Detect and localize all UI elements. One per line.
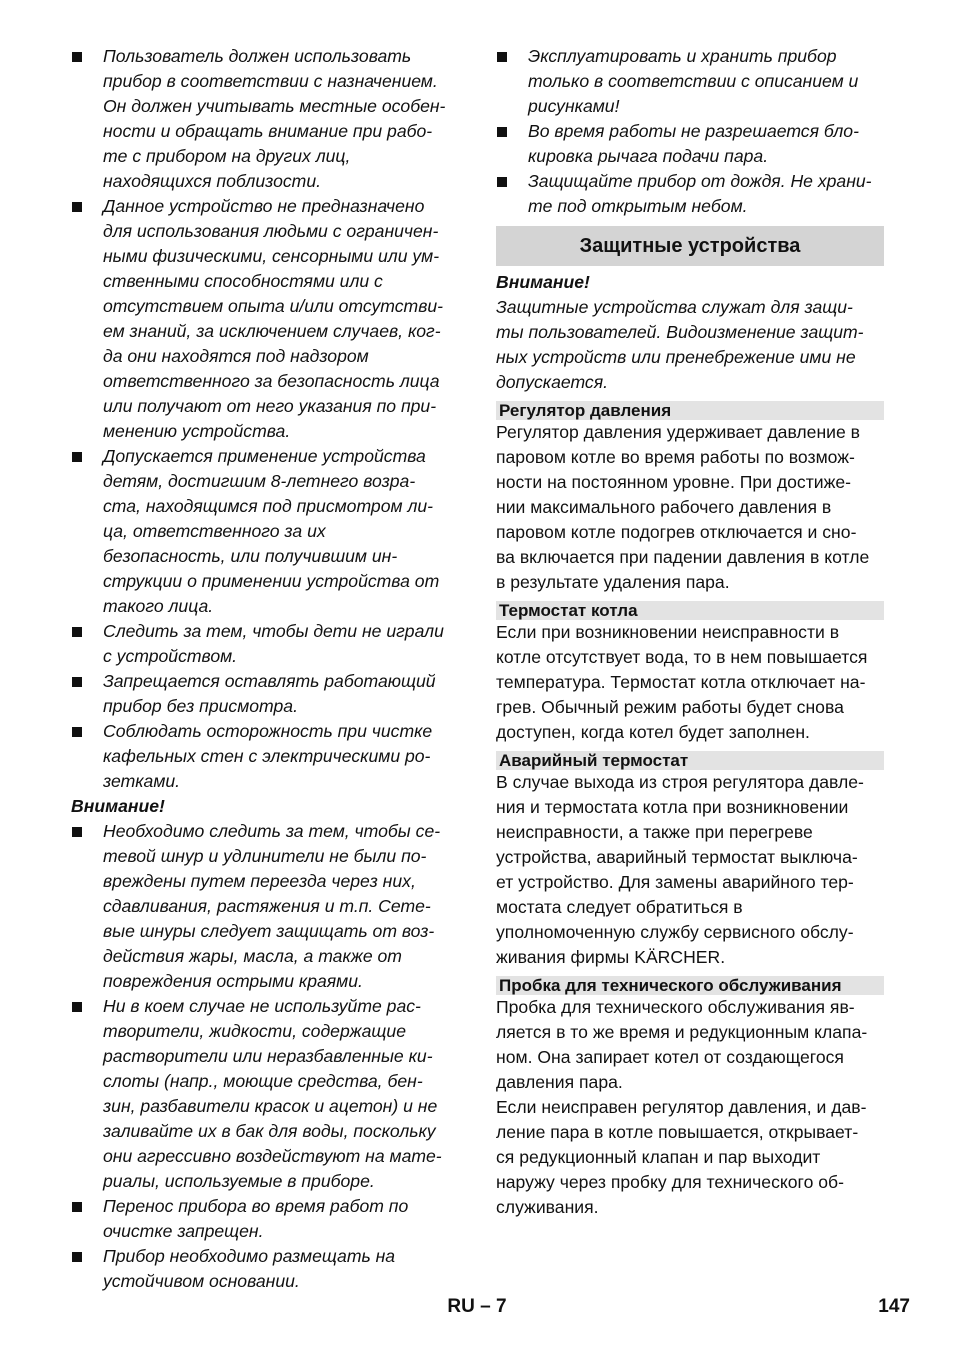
footer-page-number: 147 [878,1296,910,1317]
subsection-body [496,995,884,1220]
subsection-title: Аварийный термостат [496,751,884,770]
bullet-item [496,169,884,219]
text-line: безопасность, или получившим ин- [103,546,398,566]
text-line: устойчивом основании. [103,1271,300,1291]
text-line: в результате удаления пара. [496,572,730,592]
text-line: тевой шнур и удлинители не были по- [103,846,427,866]
bullet-item [71,819,463,994]
text-line: заливайте их в бак для воды, поскольку [103,1121,436,1141]
text-line: грев. Обычный режим работы будет снова [496,697,844,717]
bullet-item [496,44,884,119]
text-line: Если неисправен регулятор давления, и дав- [496,1097,867,1117]
subsections [496,401,884,1220]
text-line: паровом котле подогрев отключается и сно- [496,522,857,542]
attention-heading-right: Внимание! [496,272,590,292]
bullet-list-1 [71,44,463,794]
text-line: допускается. [496,372,609,392]
text-line: кировка рычага подачи пара. [528,146,769,166]
text-line: паровом котле во время работы по возмож- [496,447,855,467]
text-line: доступен, когда котел будет заполнен. [496,722,810,742]
text-line: ности на постоянном уровне. При достиже- [496,472,852,492]
text-line: Если при возникновении неисправности в [496,622,840,642]
text-line: служивания. [496,1197,599,1217]
text-line: температура. Термостат котла отключает на- [496,672,866,692]
text-line: струкции о применении устройства от [103,571,440,591]
text-line: растворители или неразбавленные ки- [103,1046,433,1066]
text-line: ва включается при падении давления в котле [496,547,870,567]
text-line: Соблюдать осторожность при чистке [103,721,433,741]
bullet-item [496,119,884,169]
text-line: менению устройства. [103,421,291,441]
text-line: ет устройство. Для замены аварийного тер- [496,872,854,892]
text-line: с устройством. [103,646,238,666]
text-line: Эксплуатировать и хранить прибор [528,46,837,66]
text-line: риалы, используемые в приборе. [103,1171,375,1191]
text-line: зин, разбавители красок и ацетон) и не [103,1096,438,1116]
text-line: такого лица. [103,596,214,616]
bullet-item [71,44,463,194]
subsection-title: Термостат котла [496,601,884,620]
text-line: повреждения острыми краями. [103,971,363,991]
bullet-item [71,1244,463,1294]
attention-text [496,295,884,395]
text-line: Пользователь должен использовать [103,46,412,66]
text-line: Во время работы не разрешается бло- [528,121,859,141]
section-title: Защитные устройства [496,226,884,266]
text-line: Пробка для технического обслуживания яв- [496,997,855,1017]
text-line: ности и обращать внимание при рабо- [103,121,433,141]
text-line: рисунками! [528,96,620,116]
text-line: котле отсутствует вода, то в нем повышается [496,647,868,667]
text-line: Данное устройство не предназначено [103,196,425,216]
bullet-item [71,619,463,669]
text-line: ты пользователей. Видоизменение защит- [496,322,864,342]
text-line: прибор без присмотра. [103,696,298,716]
text-line: они агрессивно воздействуют на мате- [103,1146,442,1166]
text-line: нии максимального рабочего давления в [496,497,832,517]
text-line: прибор в соответствии с назначением. [103,71,438,91]
text-line: Он должен учитывать местные особен- [103,96,446,116]
text-line: вреждены путем переезда через них, [103,871,416,891]
footer-section-label: RU – 7 [447,1296,507,1317]
text-line: Защищайте прибор от дождя. Не храни- [528,171,872,191]
text-line: ственными способностями или с [103,271,383,291]
text-line: Прибор необходимо размещать на [103,1246,396,1266]
text-line: Защитные устройства служат для защи- [496,297,853,317]
text-line: ответственного за безопасность лица [103,371,440,391]
text-line: очистке запрещен. [103,1221,264,1241]
text-line: мостата следует обратиться в [496,897,743,917]
text-line: да они находятся под надзором [103,346,369,366]
bullet-item [71,994,463,1194]
text-line: ста, находящимся под присмотром ли- [103,496,434,516]
text-line: живания фирмы KÄRCHER. [496,947,726,967]
attention-heading: Внимание! [71,796,165,816]
text-line: В случае выхода из строя регулятора давле- [496,772,864,792]
text-line: ном. Она запирает котел от создающегося [496,1047,844,1067]
text-line: наружу через пробку для технического об- [496,1172,844,1192]
text-line: творители, жидкости, содержащие [103,1021,406,1041]
text-line: ся редукционный клапан и пар выходит [496,1147,821,1167]
text-line: Необходимо следить за тем, чтобы се- [103,821,441,841]
text-line: отсутствием опыта и/или отсутстви- [103,296,444,316]
text-line: те под открытым небом. [528,196,748,216]
text-line: Регулятор давления удерживает давление в [496,422,861,442]
text-line: детям, достигшим 8-летнего возра- [103,471,416,491]
bullet-item [71,1194,463,1244]
subsection-title: Регулятор давления [496,401,884,420]
bullet-item [71,444,463,619]
text-line: только в соответствии с описанием и [528,71,859,91]
bullet-item [71,194,463,444]
bullet-item [71,719,463,794]
text-line: зетками. [103,771,181,791]
text-line: ление пара в котле повышается, открывает- [496,1122,859,1142]
text-line: давления пара. [496,1072,623,1092]
text-line: слоты (напр., моющие средства, бен- [103,1071,423,1091]
left-column [71,44,463,1294]
bullet-list-right [496,44,884,219]
subsection-title: Пробка для технического обслуживания [496,976,884,995]
text-line: неисправности, а также при перегреве [496,822,813,842]
bullet-list-2 [71,819,463,1294]
text-line: ных устройств или пренебрежение ими не [496,347,856,367]
subsection-body [496,620,884,745]
text-line: устройства, аварийный термостат выключа- [496,847,858,867]
text-line: находящихся поблизости. [103,171,321,191]
text-line: ляется в то же время и редукционным клапа- [496,1022,868,1042]
text-line: ца, ответственного за их [103,521,326,541]
text-line: сдавливания, растяжения и т.п. Сете- [103,896,431,916]
text-line: Ни в коем случае не используйте рас- [103,996,421,1016]
text-line: ния и термостата котла при возникновении [496,797,849,817]
text-line: кафельных стен с электрическими ро- [103,746,431,766]
text-line: ными физическими, сенсорными или ум- [103,246,440,266]
bullet-item [71,669,463,719]
subsection-body [496,770,884,970]
right-column [496,44,884,1220]
text-line: Следить за тем, чтобы дети не играли [103,621,444,641]
text-line: вые шнуры следует защищать от воз- [103,921,435,941]
text-line: Перенос прибора во время работ по [103,1196,409,1216]
text-line: для использования людьми с ограничен- [103,221,439,241]
text-line: уполномоченную службу сервисного обслу- [496,922,854,942]
subsection-body [496,420,884,595]
text-line: действия жары, масла, а также от [103,946,402,966]
text-line: Запрещается оставлять работающий [103,671,436,691]
text-line: или получают от него указания по при- [103,396,437,416]
text-line: ем знаний, за исключением случаев, ког- [103,321,441,341]
text-line: Допускается применение устройства [103,446,426,466]
text-line: те с прибором на других лиц, [103,146,351,166]
